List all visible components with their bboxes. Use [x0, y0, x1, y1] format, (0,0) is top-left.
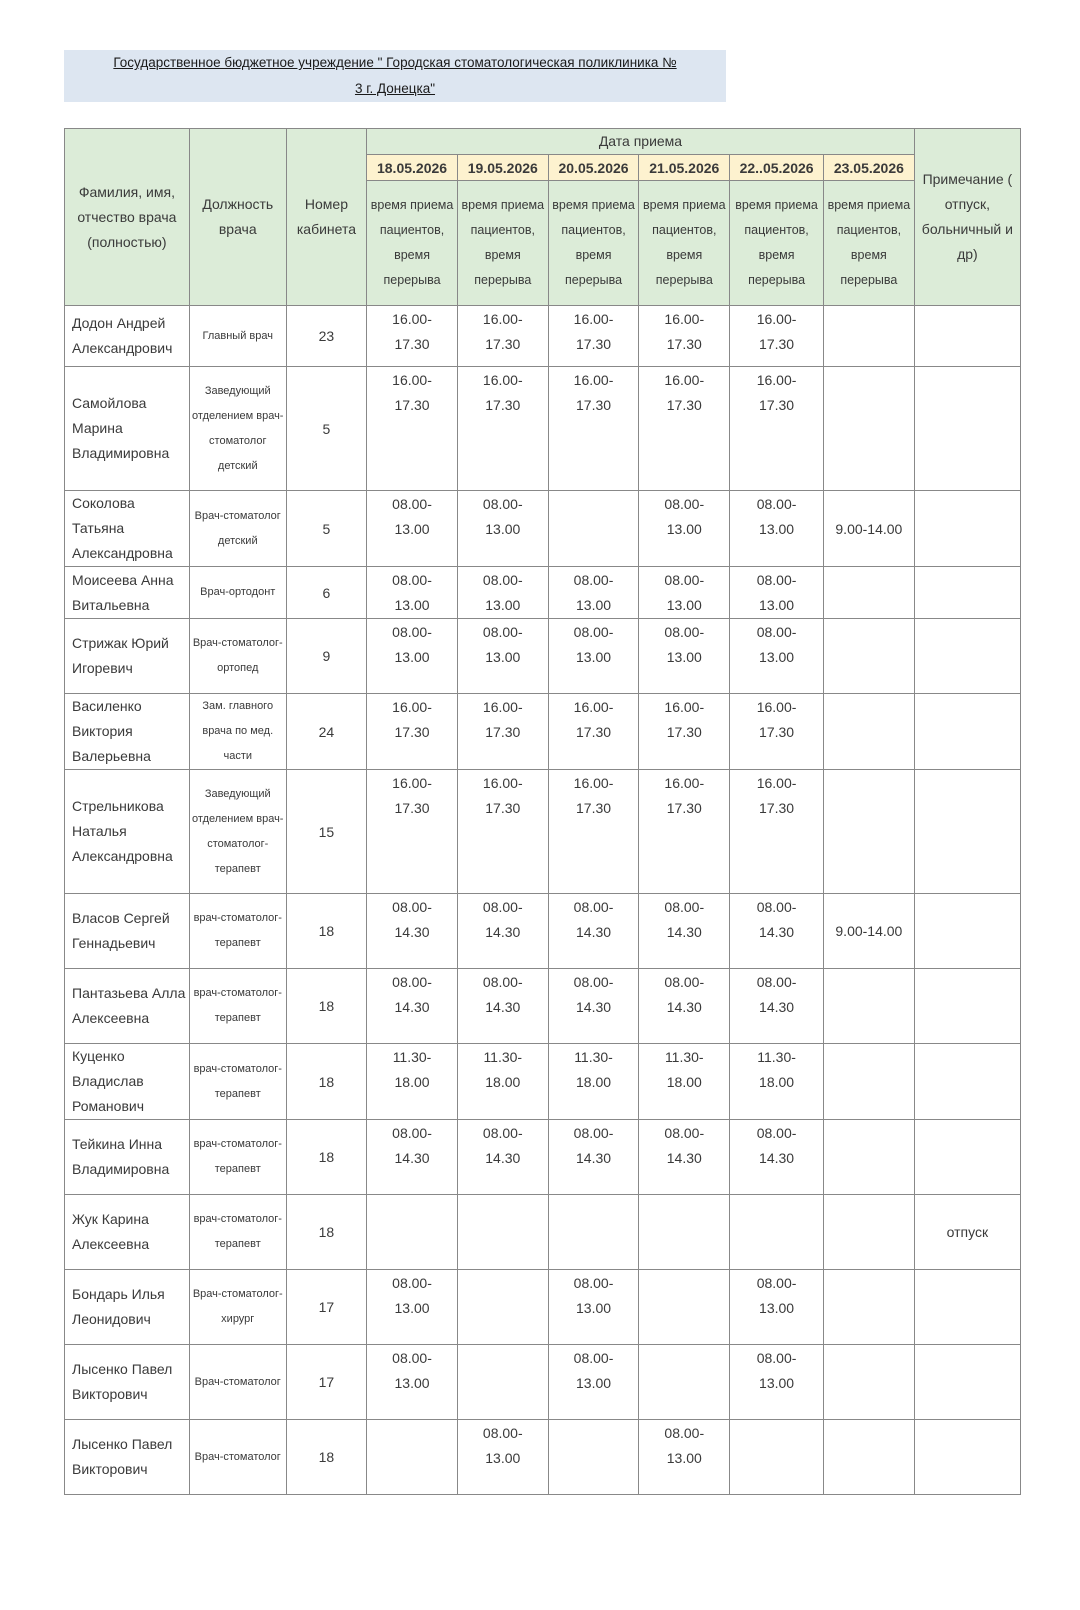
reception-time: 16.00- 17.30 [457, 306, 548, 367]
reception-time [457, 1270, 548, 1345]
table-row [65, 894, 1021, 969]
reception-time: 08.00- 13.00 [548, 619, 639, 694]
table-row [65, 491, 1021, 567]
note-cell [914, 367, 1020, 491]
reception-time-saturday [824, 1044, 915, 1120]
room-number: 18 [286, 1195, 366, 1270]
reception-time: 08.00- 14.30 [639, 894, 730, 969]
reception-time: 11.30- 18.00 [548, 1044, 639, 1120]
doctor-position: Главный врач [189, 306, 286, 367]
table-row [65, 1345, 1021, 1420]
room-number: 17 [286, 1345, 366, 1420]
reception-time: 16.00- 17.30 [639, 306, 730, 367]
reception-time: 08.00- 13.00 [730, 1345, 824, 1420]
col-header-name: Фамилия, имя, отчество врача (полностью) [65, 129, 190, 306]
time-subheader: время приема пациентов, время перерыва [639, 181, 730, 306]
reception-time-saturday [824, 694, 915, 770]
reception-time: 16.00- 17.30 [457, 770, 548, 894]
reception-time: 16.00- 17.30 [639, 367, 730, 491]
reception-time: 11.30- 18.00 [457, 1044, 548, 1120]
room-number: 15 [286, 770, 366, 894]
note-cell [914, 694, 1020, 770]
reception-time [548, 1420, 639, 1495]
doctor-position: врач-стоматолог-терапевт [189, 1120, 286, 1195]
reception-time: 16.00- 17.30 [639, 694, 730, 770]
reception-time: 08.00- 14.30 [367, 969, 458, 1044]
doctor-name: Тейкина Инна Владимировна [65, 1120, 190, 1195]
room-number: 18 [286, 1044, 366, 1120]
reception-time: 08.00- 13.00 [639, 619, 730, 694]
doctor-position: врач-стоматолог-терапевт [189, 1195, 286, 1270]
reception-time: 08.00- 14.30 [367, 894, 458, 969]
reception-time: 08.00- 14.30 [639, 1120, 730, 1195]
note-cell [914, 1120, 1020, 1195]
title-line-2: 3 г. Донецка" [354, 81, 436, 96]
col-header-date-group: Дата приема [367, 129, 915, 155]
reception-time-saturday [824, 770, 915, 894]
doctor-name: Стрельникова Наталья Александровна [65, 770, 190, 894]
reception-time [457, 1195, 548, 1270]
reception-time-saturday: 9.00-14.00 [824, 894, 915, 969]
reception-time: 16.00- 17.30 [730, 367, 824, 491]
reception-time [730, 1195, 824, 1270]
time-subheader: время приема пациентов, время перерыва [824, 181, 915, 306]
table-row [65, 619, 1021, 694]
reception-time: 16.00- 17.30 [548, 367, 639, 491]
reception-time: 08.00- 13.00 [367, 491, 458, 567]
doctor-name: Стрижак Юрий Игоревич [65, 619, 190, 694]
reception-time: 16.00- 17.30 [367, 367, 458, 491]
reception-time: 08.00- 14.30 [457, 969, 548, 1044]
reception-time: 08.00- 13.00 [457, 567, 548, 619]
table-row [65, 1195, 1021, 1270]
doctor-position: Заведующий отделением врач-стоматолог детский [189, 367, 286, 491]
reception-time: 16.00- 17.30 [548, 770, 639, 894]
note-cell: отпуск [914, 1195, 1020, 1270]
note-cell [914, 1270, 1020, 1345]
reception-time: 08.00- 14.30 [457, 1120, 548, 1195]
doctor-position: врач-стоматолог-терапевт [189, 894, 286, 969]
doctor-position: врач-стоматолог-терапевт [189, 1044, 286, 1120]
room-number: 24 [286, 694, 366, 770]
doctor-name: Моисеева Анна Витальевна [65, 567, 190, 619]
note-cell [914, 1044, 1020, 1120]
reception-time-saturday [824, 969, 915, 1044]
date-header: 18.05.2026 [367, 155, 458, 181]
doctor-name: Соколова Татьяна Александровна [65, 491, 190, 567]
doctor-name: Додон Андрей Александрович [65, 306, 190, 367]
note-cell [914, 770, 1020, 894]
table-row [65, 969, 1021, 1044]
reception-time: 08.00- 14.30 [730, 969, 824, 1044]
note-cell [914, 969, 1020, 1044]
reception-time: 08.00- 13.00 [367, 1270, 458, 1345]
reception-time-saturday [824, 1270, 915, 1345]
col-header-note: Примечание ( отпуск, больничный и др) [914, 129, 1020, 306]
date-header: 19.05.2026 [457, 155, 548, 181]
reception-time-saturday [824, 1120, 915, 1195]
room-number: 23 [286, 306, 366, 367]
reception-time: 16.00- 17.30 [548, 694, 639, 770]
time-subheader: время приема пациентов, время перерыва [548, 181, 639, 306]
doctor-position: Врач-стоматолог-ортопед [189, 619, 286, 694]
doctor-position: врач-стоматолог-терапевт [189, 969, 286, 1044]
schedule-table [64, 128, 1021, 1495]
doctor-position: Врач-стоматолог [189, 1420, 286, 1495]
reception-time: 08.00- 13.00 [548, 567, 639, 619]
reception-time-saturday [824, 567, 915, 619]
time-subheader: время приема пациентов, время перерыва [457, 181, 548, 306]
table-row [65, 306, 1021, 367]
schedule-body [65, 306, 1021, 1495]
room-number: 6 [286, 567, 366, 619]
reception-time: 08.00- 13.00 [457, 619, 548, 694]
room-number: 5 [286, 491, 366, 567]
doctor-name: Василенко Виктория Валерьевна [65, 694, 190, 770]
reception-time [548, 491, 639, 567]
table-row [65, 770, 1021, 894]
date-header: 21.05.2026 [639, 155, 730, 181]
reception-time [457, 1345, 548, 1420]
reception-time: 16.00- 17.30 [548, 306, 639, 367]
note-cell [914, 894, 1020, 969]
doctor-position: Заведующий отделением врач-стоматолог-терапевт [189, 770, 286, 894]
note-cell [914, 1420, 1020, 1495]
date-header: 22..05.2026 [730, 155, 824, 181]
doctor-name: Бондарь Илья Леонидович [65, 1270, 190, 1345]
reception-time [639, 1270, 730, 1345]
doctor-position: Зам. главного врача по мед. части [189, 694, 286, 770]
doctor-name: Власов Сергей Геннадьевич [65, 894, 190, 969]
reception-time: 08.00- 14.30 [548, 894, 639, 969]
room-number: 18 [286, 1420, 366, 1495]
reception-time: 08.00- 13.00 [730, 567, 824, 619]
reception-time: 16.00- 17.30 [639, 770, 730, 894]
reception-time: 08.00- 13.00 [367, 619, 458, 694]
doctor-position: Врач-стоматолог [189, 1345, 286, 1420]
reception-time: 08.00- 13.00 [548, 1345, 639, 1420]
reception-time-saturday [824, 1420, 915, 1495]
room-number: 18 [286, 969, 366, 1044]
doctor-name: Лысенко Павел Викторович [65, 1420, 190, 1495]
doctor-position: Врач-стоматолог детский [189, 491, 286, 567]
date-header: 23.05.2026 [824, 155, 915, 181]
doctor-name: Куценко Владислав Романович [65, 1044, 190, 1120]
reception-time: 16.00- 17.30 [457, 367, 548, 491]
room-number: 17 [286, 1270, 366, 1345]
reception-time [548, 1195, 639, 1270]
reception-time: 08.00- 13.00 [367, 567, 458, 619]
reception-time [367, 1420, 458, 1495]
table-row [65, 367, 1021, 491]
reception-time: 08.00- 14.30 [639, 969, 730, 1044]
date-header: 20.05.2026 [548, 155, 639, 181]
room-number: 5 [286, 367, 366, 491]
reception-time: 08.00- 13.00 [639, 567, 730, 619]
reception-time: 08.00- 13.00 [639, 491, 730, 567]
reception-time-saturday [824, 1345, 915, 1420]
col-header-position: Должность врача [189, 129, 286, 306]
note-cell [914, 306, 1020, 367]
table-row [65, 1270, 1021, 1345]
room-number: 18 [286, 1120, 366, 1195]
table-row [65, 1120, 1021, 1195]
reception-time: 08.00- 13.00 [457, 491, 548, 567]
doctor-position: Врач-стоматолог-хирург [189, 1270, 286, 1345]
note-cell [914, 567, 1020, 619]
col-header-room: Номер кабинета [286, 129, 366, 306]
reception-time: 16.00- 17.30 [367, 306, 458, 367]
reception-time: 08.00- 14.30 [730, 1120, 824, 1195]
time-subheader: время приема пациентов, время перерыва [730, 181, 824, 306]
reception-time: 08.00- 13.00 [457, 1420, 548, 1495]
reception-time [639, 1195, 730, 1270]
time-subheader: время приема пациентов, время перерыва [367, 181, 458, 306]
reception-time: 08.00- 14.30 [367, 1120, 458, 1195]
note-cell [914, 619, 1020, 694]
reception-time: 16.00- 17.30 [457, 694, 548, 770]
reception-time: 08.00- 13.00 [639, 1420, 730, 1495]
doctor-name: Жук Карина Алексеевна [65, 1195, 190, 1270]
reception-time [639, 1345, 730, 1420]
reception-time: 08.00- 14.30 [548, 969, 639, 1044]
reception-time-saturday [824, 619, 915, 694]
reception-time: 08.00- 14.30 [457, 894, 548, 969]
doctor-name: Лысенко Павел Викторович [65, 1345, 190, 1420]
title-line-1: Государственное бюджетное учреждение " Городская стоматологическая поликлиника № [113, 55, 677, 70]
reception-time: 16.00- 17.30 [367, 694, 458, 770]
note-cell [914, 1345, 1020, 1420]
reception-time: 16.00- 17.30 [730, 694, 824, 770]
reception-time [730, 1420, 824, 1495]
room-number: 9 [286, 619, 366, 694]
reception-time: 08.00- 13.00 [730, 1270, 824, 1345]
reception-time: 16.00- 17.30 [730, 306, 824, 367]
institution-title [64, 50, 726, 102]
reception-time: 08.00- 13.00 [730, 491, 824, 567]
reception-time [367, 1195, 458, 1270]
room-number: 18 [286, 894, 366, 969]
reception-time-saturday [824, 1195, 915, 1270]
reception-time: 08.00- 13.00 [548, 1270, 639, 1345]
reception-time: 11.30- 18.00 [639, 1044, 730, 1120]
table-row [65, 1420, 1021, 1495]
reception-time: 11.30- 18.00 [730, 1044, 824, 1120]
reception-time: 08.00- 13.00 [730, 619, 824, 694]
table-row [65, 694, 1021, 770]
reception-time: 11.30- 18.00 [367, 1044, 458, 1120]
reception-time-saturday [824, 306, 915, 367]
doctor-name: Самойлова Марина Владимировна [65, 367, 190, 491]
doctor-name: Пантазьева Алла Алексеевна [65, 969, 190, 1044]
table-row [65, 567, 1021, 619]
reception-time: 16.00- 17.30 [730, 770, 824, 894]
table-row [65, 1044, 1021, 1120]
reception-time: 08.00- 14.30 [730, 894, 824, 969]
reception-time: 16.00- 17.30 [367, 770, 458, 894]
doctor-position: Врач-ортодонт [189, 567, 286, 619]
note-cell [914, 491, 1020, 567]
reception-time: 08.00- 13.00 [367, 1345, 458, 1420]
reception-time-saturday [824, 367, 915, 491]
reception-time-saturday: 9.00-14.00 [824, 491, 915, 567]
reception-time: 08.00- 14.30 [548, 1120, 639, 1195]
